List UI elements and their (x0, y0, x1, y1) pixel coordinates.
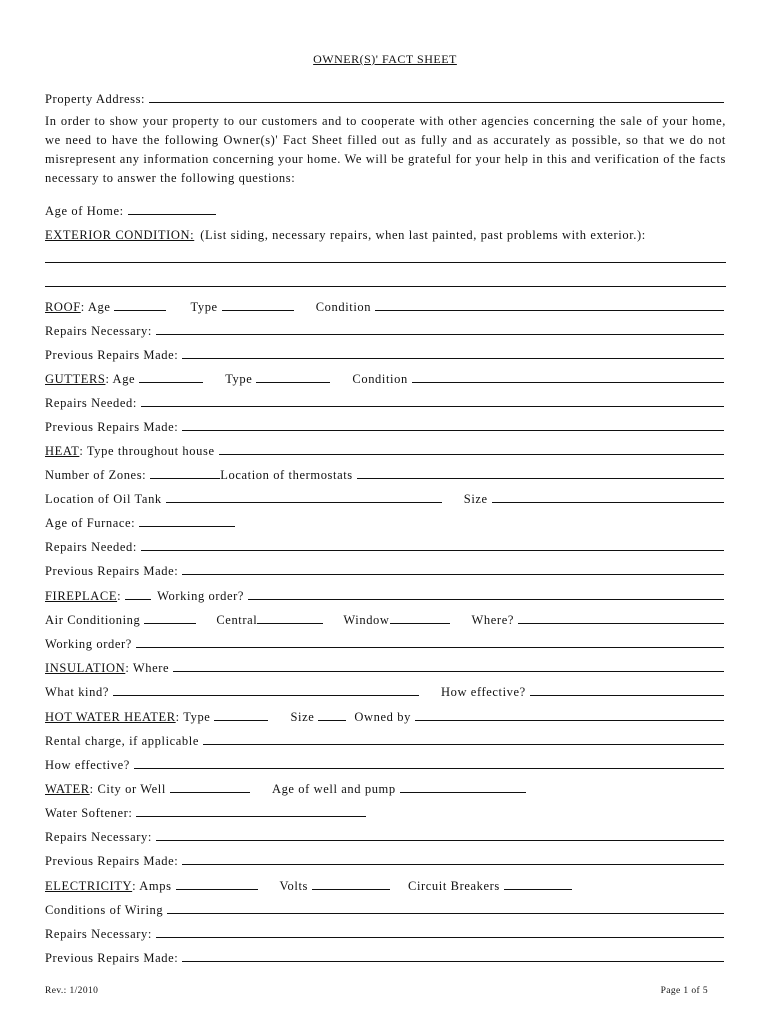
gutters-previous-row: Previous Repairs Made: (45, 416, 726, 434)
electricity-previous-row: Previous Repairs Made: (45, 947, 726, 965)
hot-water-heading: HOT WATER HEATER (45, 710, 176, 724)
rental-row: Rental charge, if applicable (45, 730, 726, 748)
gutters-heading: GUTTERS (45, 372, 106, 386)
electricity-repairs-row: Repairs Necessary: (45, 923, 726, 941)
gutters-age-field[interactable] (139, 382, 203, 383)
water-repairs-row: Repairs Necessary: (45, 826, 726, 844)
fireplace-row: FIREPLACE : Working order? (45, 585, 726, 603)
furnace-age-row: Age of Furnace: (45, 512, 726, 530)
ac-row: Air Conditioning Central Window Where? (45, 609, 726, 627)
rental-charge-field[interactable] (203, 744, 724, 745)
water-heading: WATER (45, 782, 90, 796)
electricity-row: ELECTRICITY : Amps Volts Circuit Breakers (45, 875, 726, 893)
hot-water-row: HOT WATER HEATER : Type Size Owned by (45, 706, 726, 724)
gutters-repairs-field[interactable] (141, 406, 724, 407)
fireplace-field[interactable] (125, 599, 151, 600)
roof-previous-row: Previous Repairs Made: (45, 344, 726, 362)
insulation-row: INSULATION : Where (45, 657, 726, 675)
roof-heading: ROOF (45, 300, 81, 314)
heat-zones-field[interactable] (150, 478, 220, 479)
ac-where-field[interactable] (518, 623, 724, 624)
water-row: WATER : City or Well Age of well and pump (45, 778, 726, 796)
insulation-heading: INSULATION (45, 661, 126, 675)
exterior-field-1[interactable] (45, 262, 726, 263)
water-softener-row: Water Softener: (45, 802, 726, 820)
roof-row: ROOF : Age Type Condition (45, 296, 726, 314)
roof-repairs-row: Repairs Necessary: (45, 320, 726, 338)
ac-central-field[interactable] (257, 623, 323, 624)
electricity-amps-field[interactable] (176, 889, 258, 890)
exterior-row: EXTERIOR CONDITION: (List siding, necessary repairs, when last painted, past problems with exterior.): (45, 228, 646, 242)
roof-condition-field[interactable] (375, 310, 724, 311)
ac-field[interactable] (144, 623, 196, 624)
heat-zones-row: Number of Zones: Location of thermostats (45, 464, 726, 482)
heat-repairs-field[interactable] (141, 550, 724, 551)
oil-tank-size-field[interactable] (492, 502, 724, 503)
oil-tank-row: Location of Oil Tank Size (45, 488, 726, 506)
heat-row: HEAT : Type throughout house (45, 440, 726, 458)
property-address-field[interactable] (149, 102, 724, 103)
property-address-row: Property Address: (45, 88, 726, 106)
wiring-field[interactable] (167, 913, 724, 914)
ac-working-field[interactable] (136, 647, 724, 648)
water-previous-field[interactable] (182, 864, 724, 865)
furnace-age-field[interactable] (139, 526, 235, 527)
ac-working-row: Working order? (45, 633, 726, 651)
heat-thermostats-field[interactable] (357, 478, 724, 479)
heat-previous-row: Previous Repairs Made: (45, 560, 726, 578)
insulation-kind-field[interactable] (113, 695, 419, 696)
hot-water-effective-row: How effective? (45, 754, 726, 772)
page-number: Page 1 of 5 (660, 986, 708, 996)
age-of-home-field[interactable] (128, 214, 216, 215)
water-age-well-field[interactable] (400, 792, 526, 793)
fireplace-heading: FIREPLACE (45, 589, 118, 603)
fireplace-working-field[interactable] (248, 599, 724, 600)
water-city-field[interactable] (170, 792, 250, 793)
page-title: OWNER(S)' FACT SHEET (313, 52, 457, 66)
water-previous-row: Previous Repairs Made: (45, 850, 726, 868)
wiring-row: Conditions of Wiring (45, 899, 726, 917)
circuit-breakers-field[interactable] (504, 889, 572, 890)
hot-water-owned-field[interactable] (415, 720, 724, 721)
heat-heading: HEAT (45, 444, 80, 458)
hot-water-effective-field[interactable] (134, 768, 724, 769)
heat-type-field[interactable] (219, 454, 724, 455)
roof-repairs-field[interactable] (156, 334, 724, 335)
heat-repairs-row: Repairs Needed: (45, 536, 726, 554)
hot-water-size-field[interactable] (318, 720, 346, 721)
intro-paragraph: In order to show your property to our customers and to cooperate with other agencies concerning the sale of your home, we need to have the following Owner(s)' Fact Sheet filled out as fully and as accurately as possible, so that we do not misrepresent any information concerning your home. We will be grateful for your help in this and verification of the facts necessary to answer the following questions: (45, 114, 726, 185)
insulation-effective-field[interactable] (530, 695, 724, 696)
gutters-row: GUTTERS : Age Type Condition (45, 368, 726, 386)
heat-previous-field[interactable] (182, 574, 724, 575)
gutters-type-field[interactable] (256, 382, 330, 383)
water-softener-field[interactable] (136, 816, 366, 817)
roof-age-field[interactable] (114, 310, 166, 311)
gutters-repairs-row: Repairs Needed: (45, 392, 726, 410)
electricity-repairs-field[interactable] (156, 937, 724, 938)
exterior-heading: EXTERIOR CONDITION: (45, 228, 195, 242)
age-of-home-row: Age of Home: (45, 200, 726, 218)
revision-label: Rev.: 1/2010 (45, 986, 99, 996)
ac-window-field[interactable] (390, 623, 450, 624)
insulation-kind-row: What kind? How effective? (45, 681, 726, 699)
electricity-previous-field[interactable] (182, 961, 724, 962)
gutters-condition-field[interactable] (412, 382, 724, 383)
oil-tank-field[interactable] (166, 502, 442, 503)
hot-water-type-field[interactable] (214, 720, 268, 721)
gutters-previous-field[interactable] (182, 430, 724, 431)
exterior-field-2[interactable] (45, 286, 726, 287)
roof-previous-field[interactable] (182, 358, 724, 359)
roof-type-field[interactable] (222, 310, 294, 311)
water-repairs-field[interactable] (156, 840, 724, 841)
electricity-volts-field[interactable] (312, 889, 390, 890)
electricity-heading: ELECTRICITY (45, 879, 133, 893)
insulation-where-field[interactable] (173, 671, 724, 672)
